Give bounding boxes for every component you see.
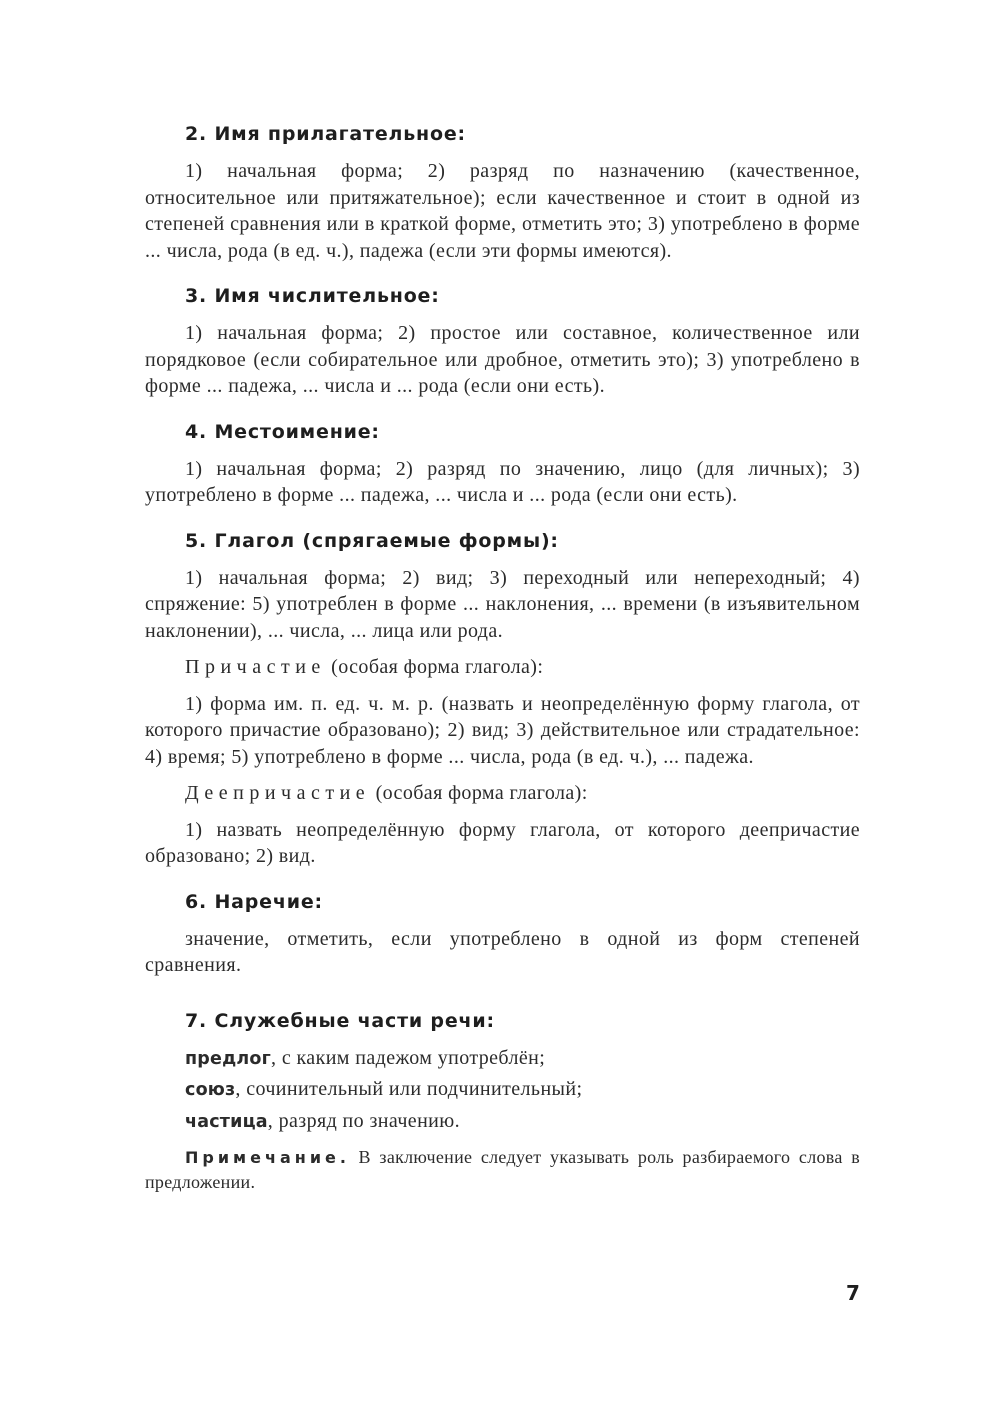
heading-numeral: 3. Имя числительное: (185, 285, 440, 307)
text-participle: 1) форма им. п. ед. ч. м. р. (назвать и неопределённую форму глагола, от которого причастие образовано); 2) вид; 3) действительное или страдательное: 4) время; 5) употреблено в форме ... числа, рода (в ед. ч.), ... падежа. (145, 692, 860, 768)
term-particle: частица (185, 1111, 268, 1132)
page-number: 7 (846, 1281, 860, 1305)
text-verb: 1) начальная форма; 2) вид; 3) переходный или непереходный; 4) спряжение: 5) употреблен в форме ... наклонения, ... времени (в изъявительном наклонении), ... числа, ... лица или рода. (145, 566, 860, 642)
gerund-intro (145, 780, 860, 807)
note-label: Примечание. (185, 1148, 350, 1167)
list-item (145, 1045, 860, 1073)
note-text: В заключение следует указывать роль разбираемого слова в предложении. (145, 1147, 860, 1192)
heading-adverb: 6. Наречие: (185, 890, 323, 913)
heading-adjective: 2. Имя прилагательное: (185, 123, 466, 145)
list-item (145, 1076, 860, 1104)
participle-intro (145, 654, 860, 681)
term-conjunction-desc: , сочинительный или подчинительный; (235, 1078, 583, 1100)
gerund-suffix: (особая форма глагола): (370, 782, 588, 804)
page-content (145, 120, 860, 1194)
heading-function-words: 7. Служебные части речи: (185, 1009, 495, 1032)
text-adverb: значение, отметить, если употреблено в одной из форм степеней сравнения. (145, 927, 860, 976)
text-gerund: 1) назвать неопределённую форму глагола, от которого деепричастие образовано; 2) вид. (145, 818, 860, 867)
list-item (145, 1108, 860, 1136)
heading-verb: 5. Глагол (спрягаемые формы): (185, 529, 559, 552)
term-particle-desc: , разряд по значению. (267, 1109, 461, 1132)
gerund-label: Деепричастие (185, 782, 371, 804)
participle-suffix: (особая форма глагола): (325, 656, 544, 678)
term-conjunction: союз (185, 1080, 236, 1100)
text-adjective: 1) начальная форма; 2) разряд по назначению (качественное, относительное или притяжательное); если качественное и стоит в одной из степеней сравнения или в краткой форме, отметить это; 3) употреблено в форме ... числа, рода (в ед. ч.), падежа (если эти формы имеются). (145, 160, 860, 262)
term-preposition: предлог (185, 1048, 272, 1069)
heading-pronoun: 4. Местоимение: (185, 420, 380, 443)
note (145, 1145, 860, 1194)
text-pronoun: 1) начальная форма; 2) разряд по значению, лицо (для личных); 3) употреблено в форме ... падежа, ... числа и ... рода (если они есть). (145, 457, 860, 506)
text-numeral: 1) начальная форма; 2) простое или составное, количественное или порядковое (если собирательное или дробное, отметить это); 3) употреблено в форме ... падежа, ... числа и ... рода (если они есть). (145, 322, 860, 397)
participle-label: Причастие (185, 656, 326, 678)
term-preposition-desc: , с каким падежом употреблён; (271, 1046, 546, 1069)
